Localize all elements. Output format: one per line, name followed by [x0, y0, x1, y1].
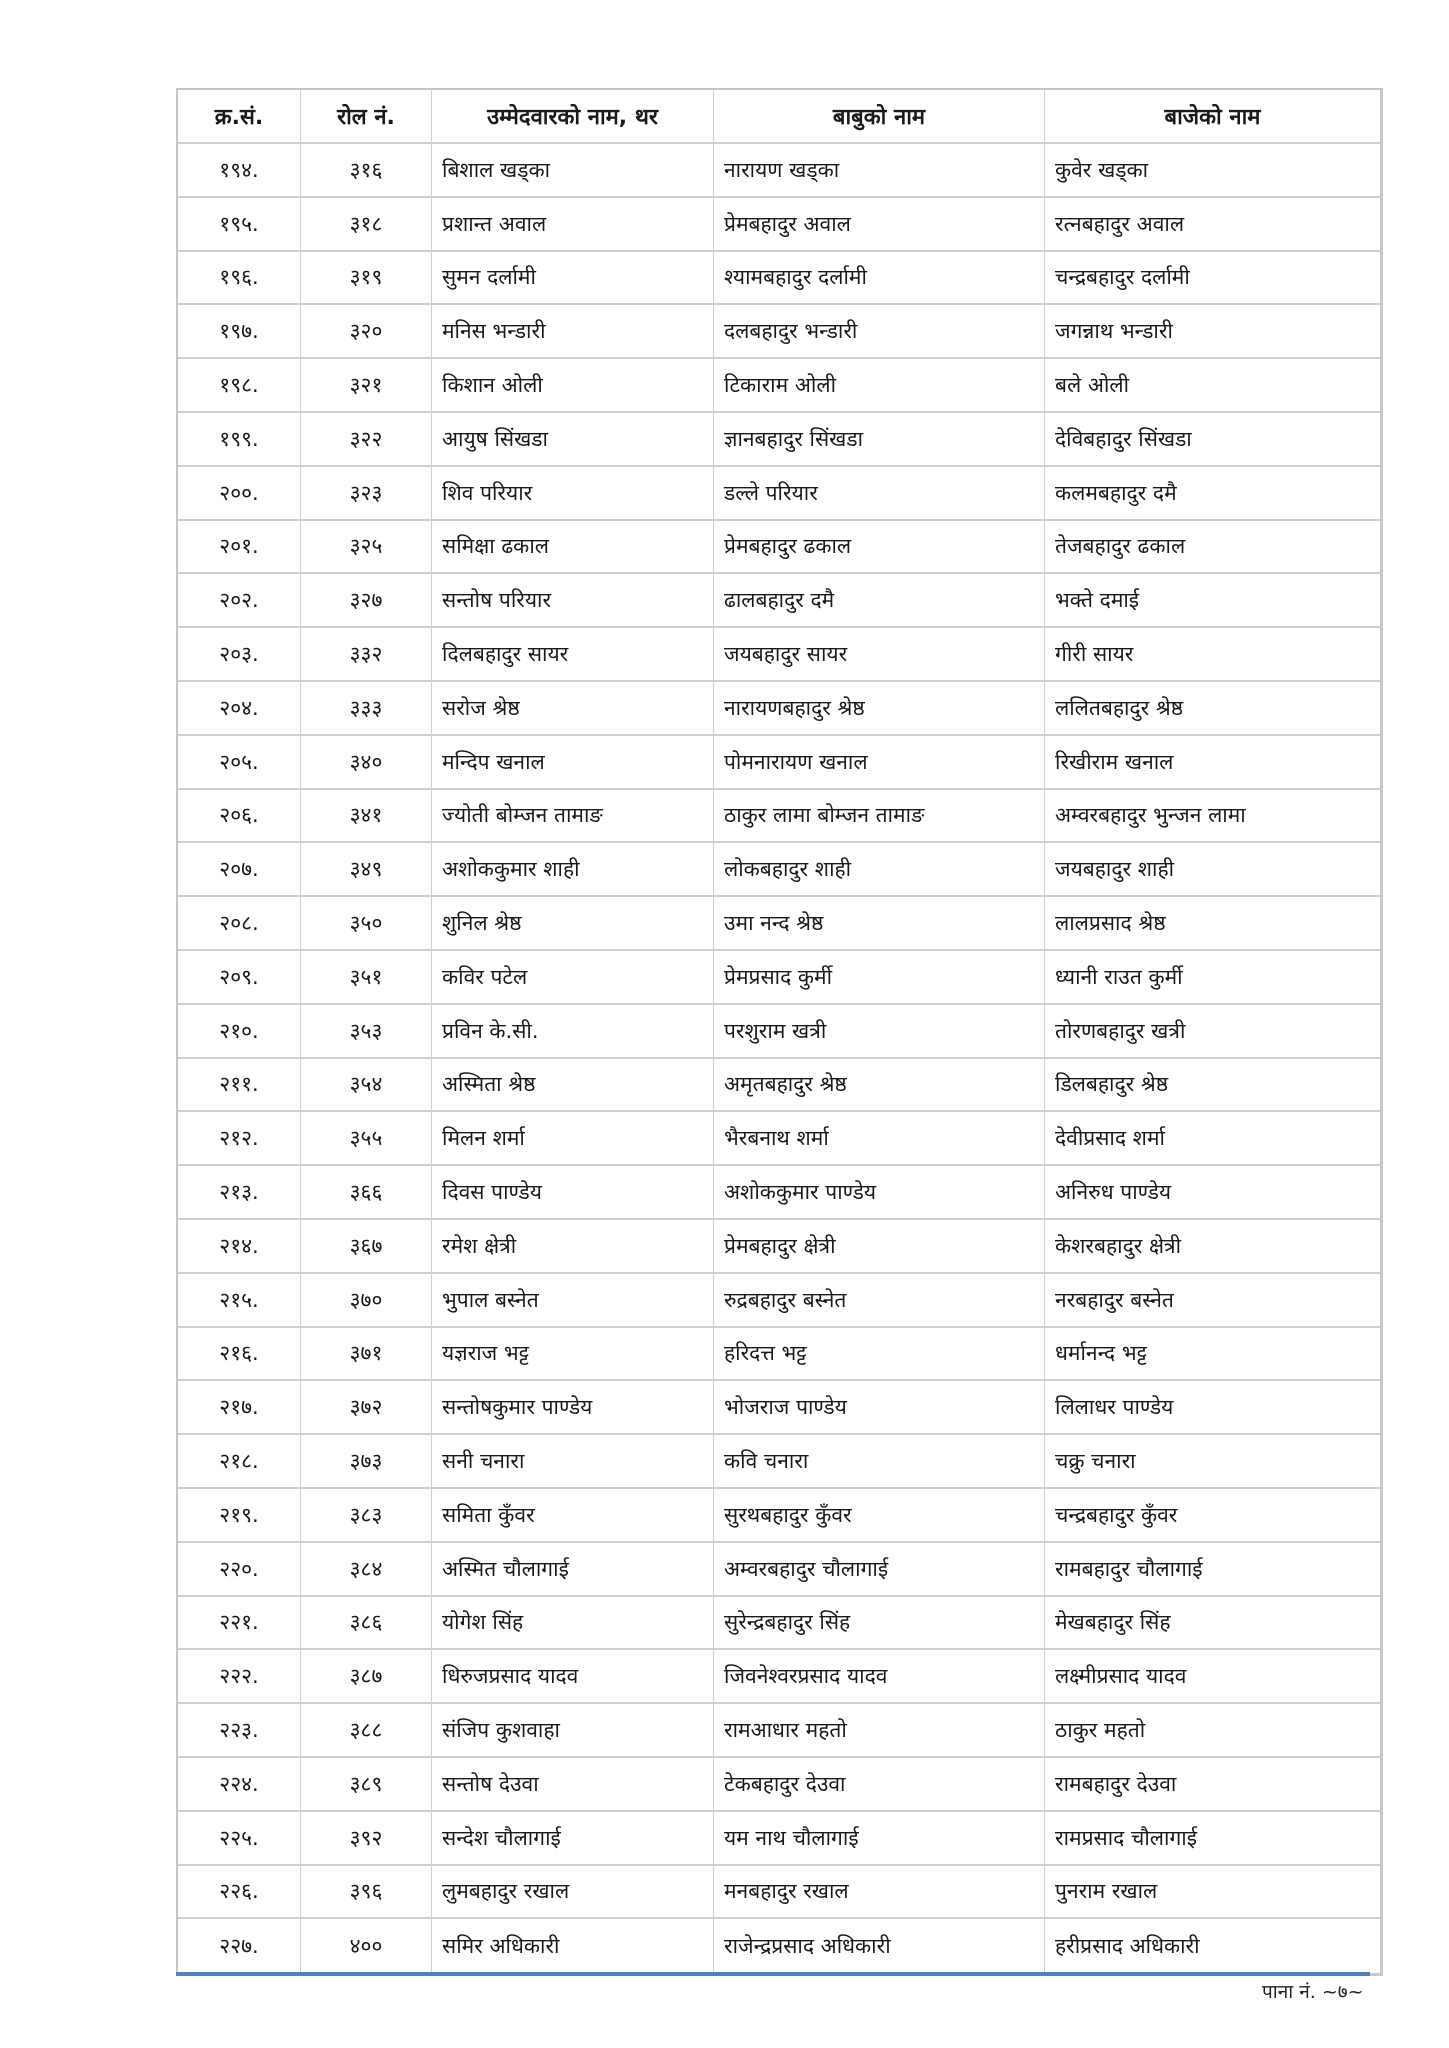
cell-grandfather-name: रिखीराम खनाल	[1055, 749, 1174, 774]
cell-candidate-name: लुमबहादुर रखाल	[432, 1866, 714, 1918]
table-header-row	[178, 90, 1380, 144]
cell-serial-no: २०२.	[178, 574, 301, 626]
table-row	[178, 1597, 1380, 1651]
cell-father-name: अमृतबहादुर श्रेष्ठ	[714, 1059, 1045, 1111]
table-row	[178, 1005, 1380, 1059]
cell-roll-no: ३८९	[301, 1758, 432, 1810]
cell-father-name: रामआधार महतो	[714, 1704, 1045, 1756]
cell-candidate-name: कविर पटेल	[432, 951, 714, 1003]
cell-father-name: सुरथबहादुर कुँवर	[714, 1489, 1045, 1541]
cell-roll-no: ३७२	[301, 1381, 432, 1433]
table-row	[178, 413, 1380, 467]
cell-grandfather-name: धर्मानन्द भट्ट	[1055, 1341, 1147, 1366]
cell-roll-no: ३५३	[301, 1005, 432, 1057]
cell-father-name: ज्ञानबहादुर सिंखडा	[714, 413, 1045, 465]
cell-serial-no: २००.	[178, 467, 301, 519]
cell-father-name: प्रेमबहादुर ढकाल	[714, 521, 1045, 573]
cell-father-name: हरिदत्त भट्ट	[714, 1328, 1045, 1380]
cell-grandfather-name: ठाकुर महतो	[1055, 1718, 1146, 1742]
cell-serial-no: १९७.	[178, 305, 301, 357]
cell-father-name: कवि चनारा	[714, 1435, 1045, 1487]
cell-candidate-name: अशोककुमार शाही	[432, 843, 714, 895]
cell-roll-no: ३४१	[301, 790, 432, 842]
table-row	[178, 521, 1380, 575]
cell-grandfather-name: लालप्रसाद श्रेष्ठ	[1055, 911, 1166, 936]
cell-candidate-name: मिलन शर्मा	[432, 1112, 714, 1164]
cell-roll-no: ३७०	[301, 1274, 432, 1326]
page-number: पाना नं. ~७~	[1262, 1981, 1364, 2003]
cell-grandfather-name: देवीप्रसाद शर्मा	[1055, 1126, 1165, 1151]
cell-roll-no: ३७३	[301, 1435, 432, 1487]
cell-roll-no: ३२५	[301, 521, 432, 573]
cell-roll-no: ३५१	[301, 951, 432, 1003]
cell-serial-no: २१४.	[178, 1220, 301, 1272]
cell-roll-no: ३५४	[301, 1059, 432, 1111]
cell-father-name: नारायण खड्का	[714, 144, 1045, 196]
cell-candidate-name: प्रविन के.सी.	[432, 1005, 714, 1057]
table-row	[178, 682, 1380, 736]
table-row	[178, 628, 1380, 682]
cell-serial-no: १९४.	[178, 144, 301, 196]
cell-serial-no: २०८.	[178, 897, 301, 949]
cell-grandfather-name: नरबहादुर बस्नेत	[1055, 1287, 1174, 1312]
cell-serial-no: २२५.	[178, 1812, 301, 1864]
cell-roll-no: ३३२	[301, 628, 432, 680]
cell-serial-no: २१५.	[178, 1274, 301, 1326]
cell-father-name: नारायणबहादुर श्रेष्ठ	[714, 682, 1045, 734]
cell-serial-no: २२२.	[178, 1650, 301, 1702]
cell-grandfather-name: जयबहादुर शाही	[1055, 857, 1175, 882]
cell-candidate-name: समिक्षा ढकाल	[432, 521, 714, 573]
cell-serial-no: २१७.	[178, 1381, 301, 1433]
cell-grandfather-name: भक्ते दमाई	[1055, 588, 1140, 613]
table-row	[178, 1812, 1380, 1866]
cell-father-name: जिवनेश्वरप्रसाद यादव	[714, 1650, 1045, 1702]
cell-candidate-name: शिव परियार	[432, 467, 714, 519]
cell-grandfather-name: बले ओली	[1055, 373, 1130, 398]
cell-roll-no: ३८३	[301, 1489, 432, 1541]
cell-serial-no: १९६.	[178, 252, 301, 304]
table-row	[178, 1919, 1380, 1973]
table-row	[178, 1166, 1380, 1220]
cell-grandfather-name: कलमबहादुर दमै	[1055, 480, 1177, 505]
cell-roll-no: ३२२	[301, 413, 432, 465]
cell-roll-no: ३४९	[301, 843, 432, 895]
table-row	[178, 951, 1380, 1005]
cell-candidate-name: सन्तोषकुमार पाण्डेय	[432, 1381, 714, 1433]
header-candidate-name: उम्मेदवारको नाम, थर	[432, 90, 714, 142]
cell-roll-no: ३१९	[301, 252, 432, 304]
cell-father-name: सुरेन्द्रबहादुर सिंह	[714, 1597, 1045, 1649]
cell-roll-no: ३५५	[301, 1112, 432, 1164]
cell-serial-no: १९९.	[178, 413, 301, 465]
cell-grandfather-name: ललितबहादुर श्रेष्ठ	[1055, 695, 1184, 720]
cell-grandfather-name: पुनराम रखाल	[1055, 1879, 1158, 1904]
cell-father-name: दलबहादुर भन्डारी	[714, 305, 1045, 357]
cell-father-name: टिकाराम ओली	[714, 359, 1045, 411]
cell-father-name: मनबहादुर रखाल	[714, 1866, 1045, 1918]
table-row	[178, 1112, 1380, 1166]
cell-grandfather-name: रामबहादुर देउवा	[1055, 1771, 1177, 1796]
cell-candidate-name: दिवस पाण्डेय	[432, 1166, 714, 1218]
cell-candidate-name: किशान ओली	[432, 359, 714, 411]
cell-roll-no: ३४०	[301, 736, 432, 788]
cell-father-name: रुद्रबहादुर बस्नेत	[714, 1274, 1045, 1326]
cell-grandfather-name: देविबहादुर सिंखडा	[1055, 426, 1192, 451]
table-row	[178, 790, 1380, 844]
cell-serial-no: २०३.	[178, 628, 301, 680]
table-row	[178, 843, 1380, 897]
cell-candidate-name: मनिस भन्डारी	[432, 305, 714, 357]
cell-candidate-name: आयुष सिंखडा	[432, 413, 714, 465]
cell-grandfather-name: चन्द्रबहादुर दर्लामी	[1055, 265, 1190, 290]
cell-grandfather-name: अम्वरबहादुर भुन्जन लामा	[1055, 803, 1246, 828]
table-row	[178, 1489, 1380, 1543]
cell-candidate-name: बिशाल खड्का	[432, 144, 714, 196]
cell-grandfather-name: कुवेर खड्का	[1055, 157, 1149, 182]
cell-father-name: डल्ले परियार	[714, 467, 1045, 519]
cell-grandfather-name: गीरी सायर	[1055, 642, 1134, 667]
cell-father-name: उमा नन्द श्रेष्ठ	[714, 897, 1045, 949]
cell-roll-no: ३२१	[301, 359, 432, 411]
header-father-name: बाबुको नाम	[714, 90, 1045, 142]
cell-father-name: भैरबनाथ शर्मा	[714, 1112, 1045, 1164]
cell-candidate-name: प्रशान्त अवाल	[432, 198, 714, 250]
cell-roll-no: ३१८	[301, 198, 432, 250]
table-row	[178, 1758, 1380, 1812]
table-row	[178, 1435, 1380, 1489]
cell-serial-no: २०५.	[178, 736, 301, 788]
cell-candidate-name: सुमन दर्लामी	[432, 252, 714, 304]
candidate-table	[176, 88, 1383, 1976]
cell-candidate-name: शुनिल श्रेष्ठ	[432, 897, 714, 949]
cell-candidate-name: संजिप कुशवाहा	[432, 1704, 714, 1756]
cell-roll-no: ३६७	[301, 1220, 432, 1272]
cell-grandfather-name: केशरबहादुर क्षेत्री	[1055, 1233, 1182, 1258]
cell-candidate-name: ज्योती बोम्जन तामाङ	[432, 790, 714, 842]
cell-serial-no: २१०.	[178, 1005, 301, 1057]
cell-serial-no: २२०.	[178, 1543, 301, 1595]
cell-candidate-name: सनी चनारा	[432, 1435, 714, 1487]
cell-candidate-name: सन्तोष परियार	[432, 574, 714, 626]
cell-grandfather-name: डिलबहादुर श्रेष्ठ	[1055, 1072, 1169, 1097]
table-row	[178, 198, 1380, 252]
cell-father-name: ठाकुर लामा बोम्जन तामाङ	[714, 790, 1045, 842]
cell-roll-no: ३२७	[301, 574, 432, 626]
cell-grandfather-name: तेजबहादुर ढकाल	[1055, 534, 1186, 559]
cell-father-name: लोकबहादुर शाही	[714, 843, 1045, 895]
table-row	[178, 1059, 1380, 1113]
cell-candidate-name: सन्देश चौलागाई	[432, 1812, 714, 1864]
cell-father-name: प्रेमबहादुर अवाल	[714, 198, 1045, 250]
table-row	[178, 1274, 1380, 1328]
cell-serial-no: २२६.	[178, 1866, 301, 1918]
header-grandfather-name: बाजेको नाम	[1164, 105, 1261, 130]
table-row	[178, 1220, 1380, 1274]
cell-candidate-name: मन्दिप खनाल	[432, 736, 714, 788]
cell-serial-no: २२३.	[178, 1704, 301, 1756]
cell-roll-no: ३५०	[301, 897, 432, 949]
cell-roll-no: ३८६	[301, 1597, 432, 1649]
header-roll-no: रोल नं.	[301, 90, 432, 142]
footer-rule	[176, 1972, 1370, 1976]
cell-father-name: यम नाथ चौलागाई	[714, 1812, 1045, 1864]
cell-roll-no: ४००	[301, 1919, 432, 1973]
cell-candidate-name: यज्ञराज भट्ट	[432, 1328, 714, 1380]
cell-roll-no: ३३३	[301, 682, 432, 734]
cell-roll-no: ३७१	[301, 1328, 432, 1380]
cell-roll-no: ३२३	[301, 467, 432, 519]
cell-serial-no: २१९.	[178, 1489, 301, 1541]
cell-candidate-name: सन्तोष देउवा	[432, 1758, 714, 1810]
cell-grandfather-name: हरीप्रसाद अधिकारी	[1055, 1934, 1200, 1959]
table-row	[178, 574, 1380, 628]
cell-candidate-name: रमेश क्षेत्री	[432, 1220, 714, 1272]
cell-candidate-name: सरोज श्रेष्ठ	[432, 682, 714, 734]
cell-grandfather-name: रामबहादुर चौलागाई	[1055, 1556, 1203, 1581]
cell-candidate-name: धिरुजप्रसाद यादव	[432, 1650, 714, 1702]
cell-serial-no: २०७.	[178, 843, 301, 895]
table-row	[178, 1543, 1380, 1597]
cell-serial-no: २१६.	[178, 1328, 301, 1380]
cell-grandfather-name: रत्नबहादुर अवाल	[1055, 211, 1185, 236]
cell-father-name: जयबहादुर सायर	[714, 628, 1045, 680]
cell-serial-no: २१३.	[178, 1166, 301, 1218]
cell-grandfather-name: लक्ष्मीप्रसाद यादव	[1055, 1664, 1187, 1689]
cell-grandfather-name: ध्यानी राउत कुर्मी	[1055, 964, 1183, 989]
cell-serial-no: २२४.	[178, 1758, 301, 1810]
cell-serial-no: २०४.	[178, 682, 301, 734]
cell-serial-no: २०९.	[178, 951, 301, 1003]
cell-serial-no: २०१.	[178, 521, 301, 573]
cell-father-name: अम्वरबहादुर चौलागाई	[714, 1543, 1045, 1595]
table-body	[178, 144, 1380, 1973]
cell-father-name: परशुराम खत्री	[714, 1005, 1045, 1057]
table-row	[178, 1650, 1380, 1704]
cell-roll-no: ३६६	[301, 1166, 432, 1218]
cell-roll-no: ३८४	[301, 1543, 432, 1595]
table-row	[178, 1328, 1380, 1382]
cell-candidate-name: दिलबहादुर सायर	[432, 628, 714, 680]
table-row	[178, 897, 1380, 951]
table-row	[178, 467, 1380, 521]
table-row	[178, 1381, 1380, 1435]
cell-grandfather-name: तोरणबहादुर खत्री	[1055, 1018, 1186, 1043]
cell-serial-no: २१८.	[178, 1435, 301, 1487]
cell-serial-no: १९५.	[178, 198, 301, 250]
cell-serial-no: २१२.	[178, 1112, 301, 1164]
cell-serial-no: २०६.	[178, 790, 301, 842]
cell-candidate-name: योगेश सिंह	[432, 1597, 714, 1649]
cell-grandfather-name: लिलाधर पाण्डेय	[1055, 1395, 1174, 1420]
cell-candidate-name: भुपाल बस्नेत	[432, 1274, 714, 1326]
cell-candidate-name: समिता कुँवर	[432, 1489, 714, 1541]
cell-grandfather-name: जगन्नाथ भन्डारी	[1055, 319, 1173, 344]
table-row	[178, 736, 1380, 790]
table-row	[178, 252, 1380, 306]
cell-father-name: पोमनारायण खनाल	[714, 736, 1045, 788]
cell-father-name: ढालबहादुर दमै	[714, 574, 1045, 626]
cell-roll-no: ३१६	[301, 144, 432, 196]
cell-father-name: अशोककुमार पाण्डेय	[714, 1166, 1045, 1218]
cell-father-name: राजेन्द्रप्रसाद अधिकारी	[714, 1919, 1045, 1973]
cell-father-name: प्रेमप्रसाद कुर्मी	[714, 951, 1045, 1003]
cell-father-name: टेकबहादुर देउवा	[714, 1758, 1045, 1810]
cell-serial-no: २२१.	[178, 1597, 301, 1649]
cell-grandfather-name: चन्द्रबहादुर कुँवर	[1055, 1502, 1178, 1527]
cell-serial-no: २११.	[178, 1059, 301, 1111]
cell-grandfather-name: मेखबहादुर सिंह	[1055, 1610, 1171, 1635]
cell-father-name: भोजराज पाण्डेय	[714, 1381, 1045, 1433]
cell-roll-no: ३९६	[301, 1866, 432, 1918]
cell-grandfather-name: रामप्रसाद चौलागाई	[1055, 1825, 1198, 1850]
cell-roll-no: ३८८	[301, 1704, 432, 1756]
cell-candidate-name: समिर अधिकारी	[432, 1919, 714, 1973]
cell-roll-no: ३८७	[301, 1650, 432, 1702]
table-row	[178, 144, 1380, 198]
header-serial-no: क्र.सं.	[178, 90, 301, 142]
cell-candidate-name: अस्मिता श्रेष्ठ	[432, 1059, 714, 1111]
cell-candidate-name: अस्मित चौलागाई	[432, 1543, 714, 1595]
table-row	[178, 1866, 1380, 1920]
cell-grandfather-name: अनिरुध पाण्डेय	[1055, 1180, 1172, 1205]
cell-serial-no: १९८.	[178, 359, 301, 411]
cell-roll-no: ३२०	[301, 305, 432, 357]
cell-father-name: श्यामबहादुर दर्लामी	[714, 252, 1045, 304]
cell-grandfather-name: चक्रु चनारा	[1055, 1449, 1136, 1474]
cell-serial-no: २२७.	[178, 1919, 301, 1973]
cell-roll-no: ३९२	[301, 1812, 432, 1864]
table-row	[178, 305, 1380, 359]
table-row	[178, 1704, 1380, 1758]
cell-father-name: प्रेमबहादुर क्षेत्री	[714, 1220, 1045, 1272]
table-row	[178, 359, 1380, 413]
